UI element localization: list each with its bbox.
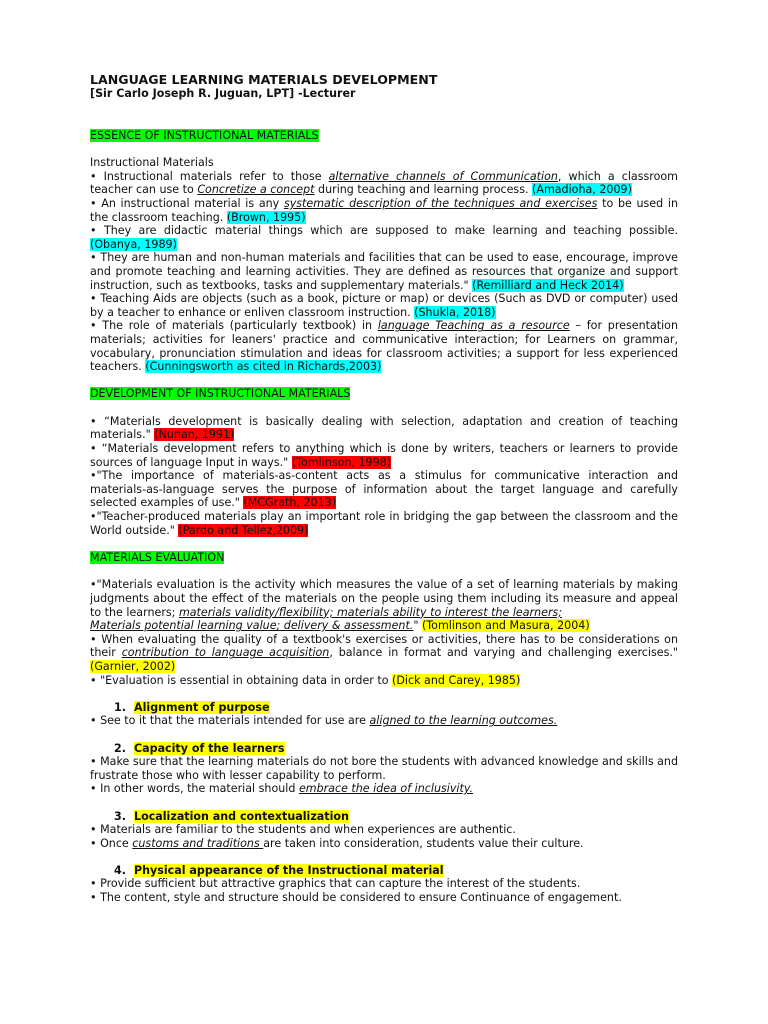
essence-paragraph-3: • They are didactic material things which are supposed to make learning and teaching possible. (Obanya, 1989) <box>90 224 678 251</box>
evaluation-paragraph-1: •"Materials evaluation is the activity which measures the value of a set of learning materials by making judgments about the effect of the materials on the people using them including its measure and appeal to the learners; materials validity/flexibility; materials ability to interest the learners; Materials potential learning value; delivery & assessment." (Tomlinson and Masura, 2004) <box>90 578 678 633</box>
citation: (Shukla, 2018) <box>414 305 496 319</box>
citation: (Tomlinson, 1998) <box>291 455 392 469</box>
essence-paragraph-6: • The role of materials (particularly textbook) in language Teaching as a resource – for presentation materials; activities for leaners' practice and communicative interaction; for Learners on grammar, vocabulary, pronunciation stimulation and ideas for classroom activities; a support for less experienced teachers. (Cunningsworth as cited in Richards,2003) <box>90 319 678 374</box>
citation: (Obanya, 1989) <box>90 237 177 251</box>
section-heading-essence: ESSENCE OF INSTRUCTIONAL MATERIALS <box>90 128 319 142</box>
lecturer-line: [Sir Carlo Joseph R. Juguan, LPT] -Lecturer <box>90 87 356 100</box>
criterion-3-line-1: • Materials are familiar to the students and when experiences are authentic. <box>90 823 516 837</box>
criterion-4-line-2: • The content, style and structure should be considered to ensure Continuance of engagement. <box>90 891 622 905</box>
development-paragraph-1: • “Materials development is basically dealing with selection, adaptation and creation of teaching materials." (Nunan, 1991) <box>90 414 678 442</box>
evaluation-paragraph-3: • "Evaluation is essential in obtaining data in order to (Dick and Carey, 1985) <box>90 673 521 687</box>
citation: (Garnier, 2002) <box>90 659 176 673</box>
criterion-2-line-1: • Make sure that the learning materials do not bore the students with advanced knowledge and skills and frustrate those who with lesser capability to perform. <box>90 755 678 782</box>
essence-paragraph-5: • Teaching Aids are objects (such as a book, picture or map) or devices (Such as DVD or computer) used by a teacher to enhance or enliven classroom instruction. (Shukla, 2018) <box>90 292 678 319</box>
citation: (Nunan, 1991) <box>154 428 235 442</box>
citation: (Tomlinson and Masura, 2004) <box>421 619 590 633</box>
citation: (Dick and Carey, 1985) <box>392 673 521 687</box>
citation: (Pardo and Tellez,2009) <box>178 523 309 537</box>
citation: (Amadioha, 2009) <box>532 183 632 197</box>
criterion-1-line-1: • See to it that the materials intended for use are aligned to the learning outcomes. <box>90 714 558 728</box>
evaluation-paragraph-2: • When evaluating the quality of a textbook's exercises or activities, there has to be considerations on their contribution to language acquisition, balance in format and varying and challenging exercises." (Garnier, 2002) <box>90 632 678 673</box>
essence-paragraph-1: • Instructional materials refer to those alternative channels of Communication, which a classroom teacher can use to Concretize a concept during teaching and learning process. (Amadioha, 2009) <box>90 169 678 197</box>
criterion-heading-4: 4. Physical appearance of the Instructional material <box>114 863 444 877</box>
instructional-materials-label: Instructional Materials <box>90 156 214 170</box>
essence-paragraph-2: • An instructional material is any systematic description of the techniques and exercises to be used in the classroom teaching. (Brown, 1995) <box>90 196 678 224</box>
development-paragraph-3: •"The importance of materials-as-content acts as a stimulus for communicative interaction and materials-as-language serves the purpose of information about the target language and carefully selected examples of use." (MCGrath, 2013) <box>90 469 678 510</box>
citation: (Remilliard and Heck 2014) <box>472 278 624 292</box>
criterion-heading-3: 3. Localization and contextualization <box>114 809 349 823</box>
document-title: LANGUAGE LEARNING MATERIALS DEVELOPMENT <box>90 72 438 87</box>
citation: (Cunningsworth as cited in Richards,2003) <box>145 360 382 374</box>
document-page <box>90 72 678 905</box>
criterion-heading-1: 1. Alignment of purpose <box>114 700 270 714</box>
citation: (Brown, 1995) <box>226 210 306 224</box>
section-heading-evaluation: MATERIALS EVALUATION <box>90 550 225 564</box>
essence-paragraph-4: • They are human and non-human materials and facilities that can be used to ease, encourage, improve and promote teaching and learning activities. They are defined as resources that organize and support instruction, such as textbooks, tasks and supplementary materials." (Remilliard and Heck 2014) <box>90 251 678 292</box>
criterion-3-line-2: • Once customs and traditions are taken into consideration, students value their culture. <box>90 836 584 850</box>
criterion-2-line-2: • In other words, the material should embrace the idea of inclusivity. <box>90 782 474 796</box>
criterion-heading-2: 2. Capacity of the learners <box>114 741 285 755</box>
section-heading-development: DEVELOPMENT OF INSTRUCTIONAL MATERIALS <box>90 387 351 401</box>
development-paragraph-2: • “Materials development refers to anything which is done by writers, teachers or learners to provide sources of language Input in ways." (Tomlinson, 1998) <box>90 442 678 469</box>
citation: (MCGrath, 2013) <box>243 496 337 510</box>
criterion-4-line-1: • Provide sufficient but attractive graphics that can capture the interest of the students. <box>90 877 581 891</box>
development-paragraph-4: •"Teacher-produced materials play an important role in bridging the gap between the classroom and the World outside." (Pardo and Tellez,2009) <box>90 510 678 537</box>
